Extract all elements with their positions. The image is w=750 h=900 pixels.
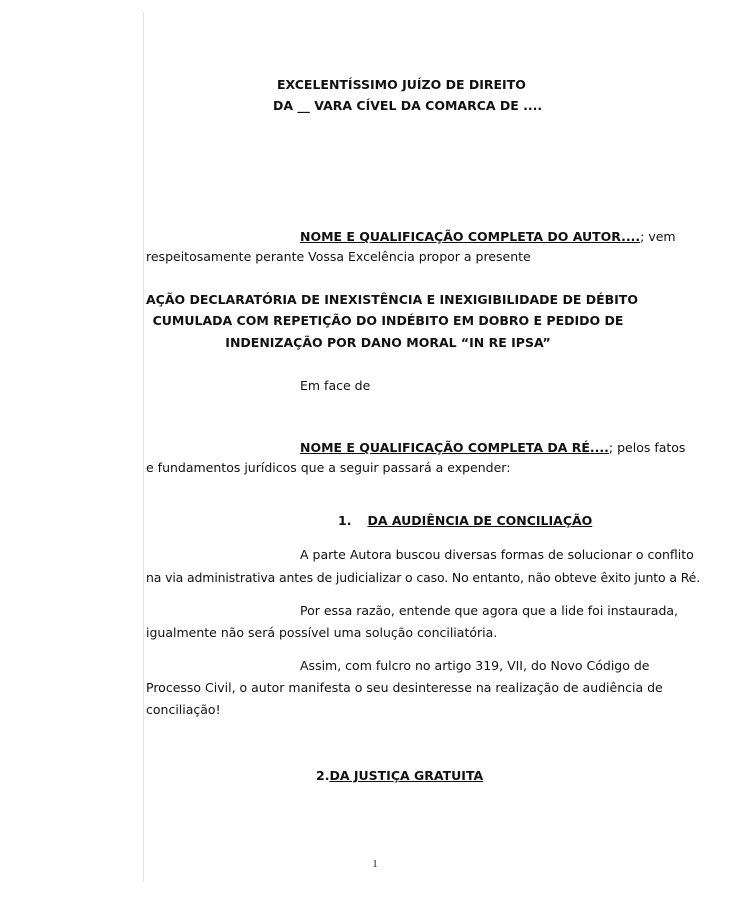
- author-paragraph-line-1: [146, 229, 676, 244]
- author-after-name: ; vem: [640, 229, 676, 244]
- section-1-paragraph-2-line-2: igualmente não será possível uma solução conciliatória.: [146, 625, 498, 640]
- defendant-paragraph-line-2: e fundamentos jurídicos que a seguir passará a expender:: [146, 460, 511, 475]
- page-number: 1: [372, 858, 378, 870]
- author-paragraph-line-2: respeitosamente perante Vossa Excelência propor a presente: [146, 249, 531, 264]
- court-header-line-2: DA __ VARA CÍVEL DA COMARCA DE ....: [273, 98, 543, 113]
- section-1-paragraph-2-line-1: Por essa razão, entende que agora que a lide foi instaurada,: [300, 603, 679, 618]
- action-title-line-1: AÇÃO DECLARATÓRIA DE INEXISTÊNCIA E INEXIGIBILIDADE DE DÉBITO: [146, 292, 638, 307]
- defendant-after-name: ; pelos fatos: [608, 440, 686, 455]
- em-face-de: Em face de: [300, 378, 371, 393]
- section-1-paragraph-3-line-2: Processo Civil, o autor manifesta o seu desinteresse na realização de audiência de: [146, 680, 663, 695]
- court-header-line-1: EXCELENTÍSSIMO JUÍZO DE DIREITO: [277, 77, 526, 92]
- action-title-line-3: INDENIZAÇÃO POR DANO MORAL “IN RE IPSA”: [225, 335, 551, 350]
- section-1-paragraph-3-line-1: Assim, com fulcro no artigo 319, VII, do Novo Código de: [300, 658, 650, 673]
- section-1-paragraph-1-line-2: na via administrativa antes de judicializar o caso. No entanto, não obteve êxito junto a Ré.: [146, 570, 701, 585]
- section-2-heading: [316, 768, 536, 783]
- section-2-title: DA JUSTIÇA GRATUITA: [329, 768, 484, 783]
- section-1-paragraph-3-line-3: conciliação!: [146, 702, 221, 717]
- page-left-margin-line: [143, 12, 144, 882]
- section-2-number: 2.: [316, 768, 330, 783]
- action-title-line-2: CUMULADA COM REPETIÇÃO DO INDÉBITO EM DOBRO E PEDIDO DE: [152, 313, 624, 328]
- author-name: NOME E QUALIFICAÇÃO COMPLETA DO AUTOR....: [300, 229, 641, 244]
- section-1-heading: [338, 513, 598, 528]
- defendant-paragraph-line-1: [146, 440, 686, 455]
- defendant-name: NOME E QUALIFICAÇÃO COMPLETA DA RÉ....: [300, 440, 609, 455]
- section-1-number: 1.: [338, 513, 352, 528]
- section-1-paragraph-1-line-1: A parte Autora buscou diversas formas de solucionar o conflito: [300, 547, 694, 562]
- section-1-title: DA AUDIÊNCIA DE CONCILIAÇÃO: [367, 513, 593, 528]
